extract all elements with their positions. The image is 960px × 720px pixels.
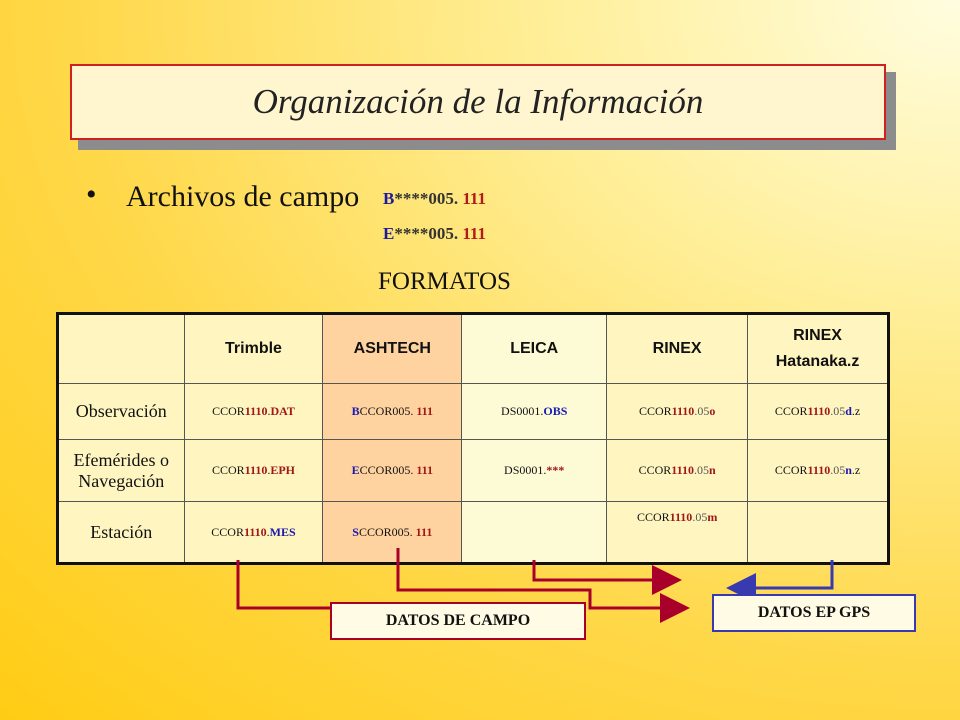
archivos-label: Archivos de campo bbox=[126, 180, 360, 213]
arrow-rinex bbox=[732, 560, 832, 588]
cell-rinex: CCOR1110.05o bbox=[607, 384, 748, 440]
datos-de-campo-box: DATOS DE CAMPO bbox=[330, 602, 586, 640]
cell-trimble: CCOR1110.DAT bbox=[184, 384, 323, 440]
cell-hatanaka: CCOR1110.05d.z bbox=[748, 384, 889, 440]
cell-rinex: CCOR1110.05m bbox=[607, 502, 748, 564]
header-ashtech: ASHTECH bbox=[323, 314, 462, 384]
header-hatanaka-line2: Hatanaka.z bbox=[775, 353, 860, 370]
cell-hatanaka: CCOR1110.05n.z bbox=[748, 440, 889, 502]
arrow-trimble bbox=[238, 560, 330, 608]
cell-trimble: CCOR1110.MES bbox=[184, 502, 323, 564]
arrow-ashtech bbox=[398, 548, 684, 608]
cell-ashtech: SCCOR005. 111 bbox=[323, 502, 462, 564]
cell-trimble: CCOR1110.EPH bbox=[184, 440, 323, 502]
bullet-icon: • bbox=[86, 178, 97, 211]
row-label: Efemérides o Navegación bbox=[58, 440, 185, 502]
datos-ep-gps-box: DATOS EP GPS bbox=[712, 594, 916, 632]
header-leica: LEICA bbox=[462, 314, 607, 384]
code-suffix: 111 bbox=[462, 189, 486, 208]
page-title: Organización de la Información bbox=[252, 82, 704, 121]
cell-leica: DS0001.*** bbox=[462, 440, 607, 502]
cell-leica: DS0001.OBS bbox=[462, 384, 607, 440]
cell-rinex: CCOR1110.05n bbox=[607, 440, 748, 502]
arrow-leica bbox=[534, 560, 676, 580]
formatos-heading: FORMATOS bbox=[378, 268, 511, 295]
row-label: Observación bbox=[58, 384, 185, 440]
header-trimble: Trimble bbox=[184, 314, 323, 384]
code-middle: ****005. bbox=[394, 189, 459, 208]
code-prefix: E bbox=[383, 224, 395, 243]
row-label: Estación bbox=[58, 502, 185, 564]
cell-ashtech: ECCOR005. 111 bbox=[323, 440, 462, 502]
code-suffix: 111 bbox=[462, 224, 486, 243]
header-rinex: RINEX bbox=[607, 314, 748, 384]
code-prefix: B bbox=[383, 189, 395, 208]
header-hatanaka-line1: RINEX bbox=[793, 327, 842, 344]
code-middle: ****005. bbox=[394, 224, 459, 243]
cell-ashtech: BCCOR005. 111 bbox=[323, 384, 462, 440]
